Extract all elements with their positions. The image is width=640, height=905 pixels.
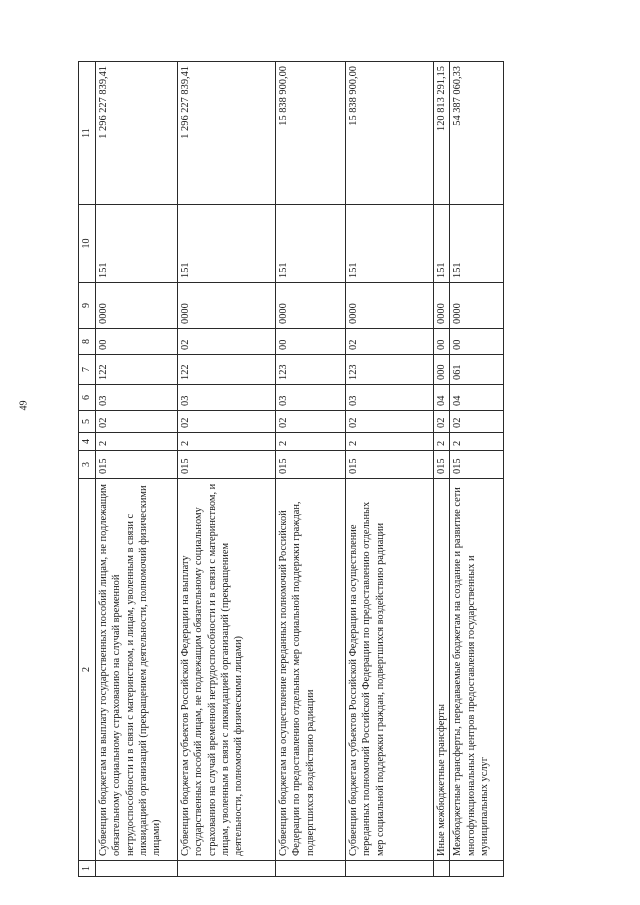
cell-c9: 0000 (346, 283, 434, 329)
cell-c10: 151 (178, 205, 276, 283)
cell-amount: 1 296 227 839,41 (96, 62, 178, 205)
cell-amount: 15 838 900,00 (346, 62, 434, 205)
cell-c7: 122 (96, 355, 178, 385)
header-cell: 8 (79, 329, 96, 355)
header-cell: 11 (79, 62, 96, 205)
cell-c4: 2 (450, 433, 504, 451)
cell-c6: 04 (434, 385, 450, 411)
cell-c7: 123 (276, 355, 346, 385)
page-number: 49 (18, 400, 30, 411)
cell-c5: 02 (178, 411, 276, 433)
cell-c3: 015 (450, 451, 504, 479)
header-cell: 9 (79, 283, 96, 329)
cell-c8: 02 (178, 329, 276, 355)
cell-c4: 2 (276, 433, 346, 451)
cell-c7: 061 (450, 355, 504, 385)
cell-c8: 00 (96, 329, 178, 355)
cell-c6: 03 (178, 385, 276, 411)
table-row (346, 62, 434, 877)
cell-c10: 151 (96, 205, 178, 283)
cell-c8: 00 (276, 329, 346, 355)
cell-c5: 02 (276, 411, 346, 433)
cell-name: Межбюджетные трансферты, передаваемые бюджетам на создание и развитие сети многофункциональных центров предоставления государственных и муниципальных услуг (450, 479, 504, 861)
cell-c5: 02 (450, 411, 504, 433)
cell-c8: 00 (450, 329, 504, 355)
cell-amount: 120 813 291,15 (434, 62, 450, 205)
cell-c4: 2 (434, 433, 450, 451)
cell-c7: 123 (346, 355, 434, 385)
cell-c6: 03 (96, 385, 178, 411)
cell-name: Субвенции бюджетам субъектов Российской Федерации на осуществление переданных полномочий Российской Федерации по предоставлению отдельных мер социальной поддержки граждан, подвергшихся воздействию радиации (346, 479, 434, 861)
cell-c6: 03 (346, 385, 434, 411)
cell-c9: 0000 (434, 283, 450, 329)
cell-c10: 151 (434, 205, 450, 283)
header-cell: 5 (79, 411, 96, 433)
cell-c3: 015 (178, 451, 276, 479)
cell-c3: 015 (434, 451, 450, 479)
cell-c3: 015 (346, 451, 434, 479)
header-row (79, 62, 96, 877)
cell-c7: 122 (178, 355, 276, 385)
header-cell: 2 (79, 479, 96, 861)
cell-c7: 000 (434, 355, 450, 385)
cell-c9: 0000 (178, 283, 276, 329)
cell-c5: 02 (346, 411, 434, 433)
cell-amount: 15 838 900,00 (276, 62, 346, 205)
header-cell: 10 (79, 205, 96, 283)
cell-name: Иные межбюджетные трансферты (434, 479, 450, 861)
cell-c3: 015 (96, 451, 178, 479)
cell-c8: 02 (346, 329, 434, 355)
cell-col1 (96, 861, 178, 877)
cell-col1 (276, 861, 346, 877)
table-row (276, 62, 346, 877)
cell-c10: 151 (276, 205, 346, 283)
header-cell: 1 (79, 861, 96, 877)
cell-c5: 02 (96, 411, 178, 433)
table-row (178, 62, 276, 877)
cell-c4: 2 (178, 433, 276, 451)
cell-col1 (346, 861, 434, 877)
cell-c9: 0000 (450, 283, 504, 329)
header-cell: 6 (79, 385, 96, 411)
cell-name: Субвенции бюджетам субъектов Российской Федерации на выплату государственных пособий лицам, не подлежащим обязательному социальному страхованию на случай временной нетрудоспособности и в связи с материнством, и лицам, уволенным в связи с ликвидацией организаций (прекращением деятельности, полномочий физическими лицами) (178, 479, 276, 861)
cell-col1 (434, 861, 450, 877)
header-cell: 7 (79, 355, 96, 385)
cell-amount: 1 296 227 839,41 (178, 62, 276, 205)
table-row (434, 62, 450, 877)
rotated-table-container (78, 62, 542, 877)
cell-c9: 0000 (96, 283, 178, 329)
cell-amount: 54 387 060,33 (450, 62, 504, 205)
table-row (450, 62, 504, 877)
cell-c3: 015 (276, 451, 346, 479)
cell-c4: 2 (96, 433, 178, 451)
cell-name: Субвенции бюджетам на осуществление переданных полномочий Российской Федерации по предоставлению отдельных мер социальной поддержки граждан, подвергшихся воздействию радиации (276, 479, 346, 861)
cell-c9: 0000 (276, 283, 346, 329)
cell-c8: 00 (434, 329, 450, 355)
header-cell: 3 (79, 451, 96, 479)
cell-c4: 2 (346, 433, 434, 451)
cell-c6: 04 (450, 385, 504, 411)
header-cell: 4 (79, 433, 96, 451)
cell-name: Субвенции бюджетам на выплату государственных пособий лицам, не подлежащим обязательному социальному страхованию на случай временной нетрудоспособности и в связи с материнством, и лицам, уволенным в связи с ликвидацией организаций (прекращением деятельности, полномочий физическими лицами) (96, 479, 178, 861)
cell-c5: 02 (434, 411, 450, 433)
cell-col1 (450, 861, 504, 877)
table-row (96, 62, 178, 877)
budget-table (78, 61, 504, 877)
cell-c10: 151 (346, 205, 434, 283)
cell-c6: 03 (276, 385, 346, 411)
cell-c10: 151 (450, 205, 504, 283)
cell-col1 (178, 861, 276, 877)
